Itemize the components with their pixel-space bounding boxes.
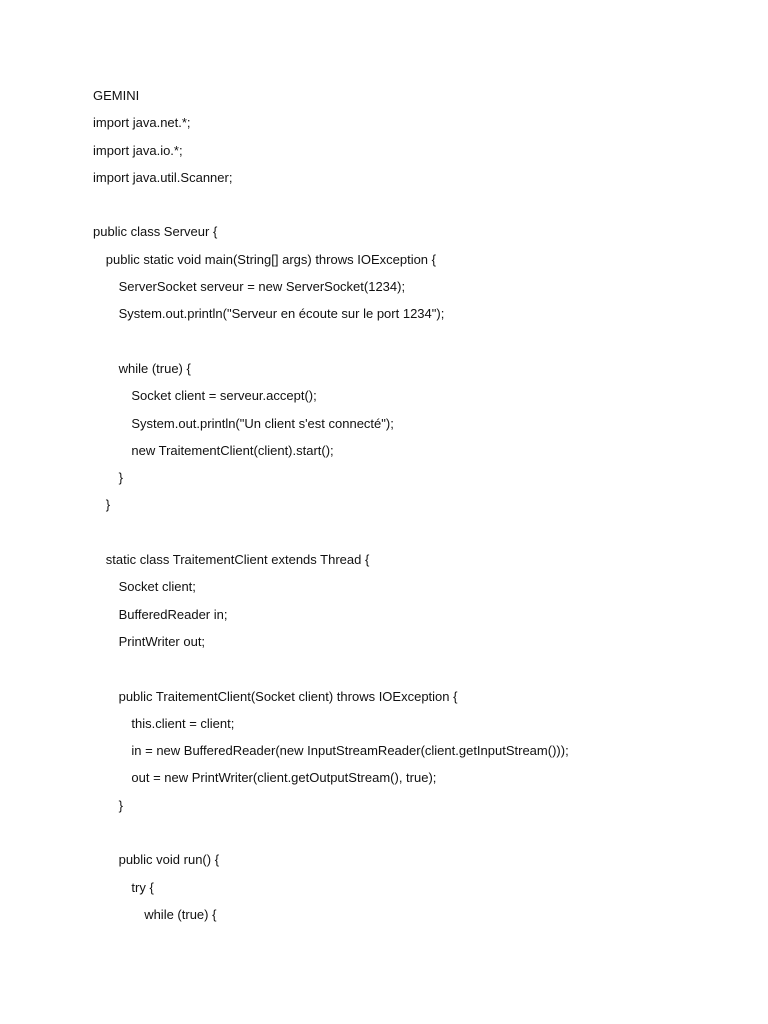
- code-line: ServerSocket serveur = new ServerSocket(1234);: [118, 279, 406, 295]
- code-line: import java.net.*;: [93, 115, 191, 131]
- code-line: while (true) {: [144, 906, 217, 922]
- code-line: BufferedReader in;: [118, 606, 228, 622]
- code-line: public static void main(String[] args) throws IOException {: [105, 251, 436, 267]
- code-line: in = new BufferedReader(new InputStreamReader(client.getInputStream()));: [131, 743, 569, 759]
- code-line: System.out.println("Serveur en écoute sur le port 1234");: [118, 306, 445, 322]
- code-line: PrintWriter out;: [118, 633, 206, 649]
- blank-line: [93, 332, 733, 359]
- blank-line: [93, 523, 733, 550]
- code-line: import java.util.Scanner;: [93, 169, 233, 185]
- code-line: Socket client = serveur.accept();: [131, 388, 317, 404]
- code-line: new TraitementClient(client).start();: [131, 442, 334, 458]
- code-line: System.out.println("Un client s'est connecté");: [131, 415, 394, 431]
- code-line: public void run() {: [118, 852, 220, 868]
- code-line: }: [118, 797, 123, 813]
- code-line: import java.io.*;: [93, 142, 183, 158]
- code-line: this.client = client;: [131, 715, 235, 731]
- code-line: try {: [131, 879, 154, 895]
- blank-line: [93, 823, 733, 850]
- blank-line: [93, 659, 733, 686]
- code-line: public TraitementClient(Socket client) throws IOException {: [118, 688, 458, 704]
- code-line: static class TraitementClient extends Thread {: [105, 552, 370, 568]
- code-line: GEMINI: [93, 88, 140, 103]
- code-line: public class Serveur {: [93, 224, 218, 240]
- code-line: }: [118, 470, 123, 486]
- document-body: [93, 86, 733, 932]
- code-line: out = new PrintWriter(client.getOutputStream(), true);: [131, 770, 437, 786]
- blank-line: [93, 195, 733, 222]
- code-line: Socket client;: [118, 579, 196, 595]
- code-line: }: [105, 497, 111, 513]
- code-line: while (true) {: [118, 360, 191, 376]
